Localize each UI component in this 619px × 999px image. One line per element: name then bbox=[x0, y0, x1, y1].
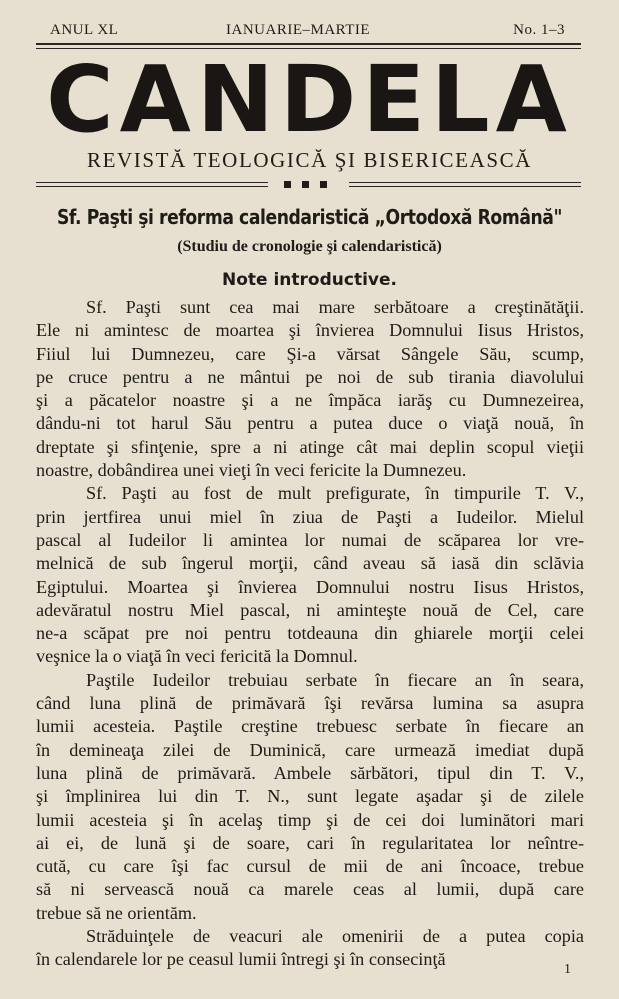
text-line: şi împlinirea lui din T. N., sunt legate aşadar şi de zilele bbox=[36, 786, 584, 807]
text-line: noastre, dobândirea unei vieţi în veci fericite la Dumnezeu. bbox=[36, 460, 467, 481]
ornamental-divider bbox=[36, 182, 581, 192]
text-line: lumii acesteia. Paştile creştine trebuesc serbate în fiecare an bbox=[36, 716, 584, 737]
masthead-title: CANDELA bbox=[46, 46, 573, 153]
text-line: Paştile Iudeilor trebuiau serbate în fiecare an în seara, bbox=[86, 669, 584, 690]
text-line: lumii acesteia şi în acelaş timp şi de cei doi luminători mari bbox=[36, 809, 584, 830]
text-line: dându-ni tot harul Său pentru a putea duce o viaţă nouă, în bbox=[36, 413, 584, 434]
divider-square bbox=[320, 181, 327, 188]
text-line: adevăratul nostru Miel pascal, ni aminteşte nouă de Cel, care bbox=[36, 599, 584, 620]
text-line: Sf. Paşti au fost de mult prefigurate, în timpurile T. V., bbox=[86, 483, 584, 504]
volume-label: ANUL XL bbox=[50, 22, 119, 38]
text-line: veşnice la o viaţă în veci fericită la Domnul. bbox=[36, 646, 358, 667]
text-line: cută, cu care îşi fac cursul de mii de ani încoace, trebue bbox=[36, 856, 584, 877]
text-line: trebue să ne orientăm. bbox=[36, 902, 197, 923]
text-line: Fiiul lui Dumnezeu, care Şi-a vărsat Sângele Său, scump, bbox=[36, 343, 584, 364]
text-line: melnică de sub îngerul morţii, când aveau să iasă din sclăvia bbox=[36, 553, 584, 574]
text-line: şi a păcatelor noastre şi a ne împăca iarăş cu Dumnezeirea, bbox=[36, 390, 584, 411]
text-line: Ele ni amintesc de moartea şi învierea Domnului Iisus Hristos, bbox=[36, 320, 584, 341]
article-body bbox=[36, 296, 584, 972]
header-line bbox=[36, 22, 575, 40]
text-line: dreptate şi sfinţenie, spre a ni atinge cât mai deplin scopul vieţii bbox=[36, 436, 584, 457]
text-line: când luna plină de primăvară îşi revărsa lumina sa asupra bbox=[36, 693, 584, 714]
divider-line-left bbox=[36, 182, 268, 183]
divider-line-right bbox=[349, 182, 581, 183]
text-line: Străduinţele de veacuri ale omenirii de a putea copia bbox=[86, 926, 584, 947]
text-line: ne-a scăpat pre noi pentru totdeauna din ghiarele morţii celei bbox=[36, 623, 584, 644]
article-title: Sf. Paşti şi reforma calendaristică „Ortodoxă Română" bbox=[56, 205, 563, 229]
issue-date: IANUARIE–MARTIE bbox=[226, 22, 371, 38]
text-line: pe cruce pentru a ne mântui pe noi de sub tirania diavolului bbox=[36, 366, 584, 387]
text-line: pascal al Iudeilor li amintea lor numai de scăparea lor vre- bbox=[36, 529, 584, 550]
section-heading: Note introductive. bbox=[222, 270, 397, 290]
divider-square bbox=[284, 181, 291, 188]
header-rule bbox=[36, 43, 581, 45]
masthead-subtitle: REVISTĂ TEOLOGICĂ ŞI BISERICEASCĂ bbox=[86, 148, 532, 172]
text-line: Sf. Paşti sunt cea mai mare serbătoare a creştinătăţii. bbox=[86, 297, 584, 317]
text-line: prin jertfirea unui miel în ziua de Paşti a Iudeilor. Mielul bbox=[36, 506, 584, 527]
text-line: Egiptului. Moartea şi învierea Domnului nostru Iisus Hristos, bbox=[36, 576, 584, 597]
article-subtitle: (Studiu de cronologie şi calendaristică) bbox=[177, 238, 442, 255]
text-line: ai ei, de lună şi de soare, cari în regularitatea lor neîntre- bbox=[36, 832, 584, 853]
text-line: în demineaţa zilei de Duminică, care urmează imediat după bbox=[36, 739, 584, 760]
divider-square bbox=[302, 181, 309, 188]
page-number: 1 bbox=[564, 962, 571, 977]
text-line: în calendarele lor pe ceasul lumii întregi şi în consecinţă bbox=[36, 949, 446, 970]
text-line: luna plină de primăvară. Ambele sărbători, tipul din T. V., bbox=[36, 762, 584, 783]
issue-number: No. 1–3 bbox=[513, 22, 565, 38]
text-line: să ni servească nouă ca marele ceas al lumii, după care bbox=[36, 879, 584, 900]
